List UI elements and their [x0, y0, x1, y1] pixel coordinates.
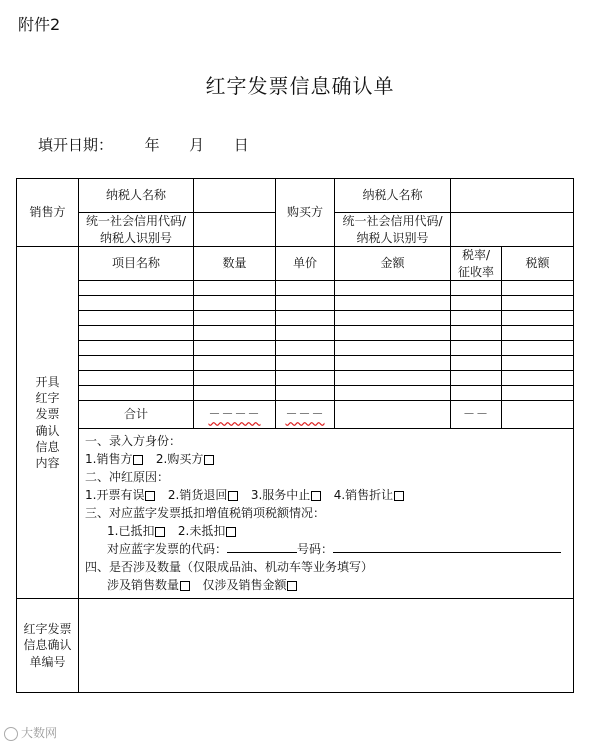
section4-heading: 四、是否涉及数量（仅限成品油、机动车等业务填写）: [85, 560, 374, 574]
col-amount: 金额: [335, 247, 451, 281]
col-item-name: 项目名称: [79, 247, 194, 281]
section3-heading: 三、对应蓝字发票抵扣增值税销项税额情况：: [85, 506, 326, 520]
checkbox-buyer[interactable]: [204, 455, 214, 465]
form-number-label: 红字发票 信息确认 单编号: [17, 599, 79, 693]
watermark-logo-icon: [4, 727, 18, 741]
date-label: 填开日期：: [38, 136, 114, 154]
seller-label: 销售方: [17, 179, 79, 247]
checkbox-sales-discount[interactable]: [394, 491, 404, 501]
buyer-taxpayer-name-label: 纳税人名称: [335, 179, 451, 213]
col-tax-rate: 税率/ 征收率: [451, 247, 502, 281]
watermark: 大数网: [4, 724, 57, 741]
col-tax-amount: 税额: [502, 247, 574, 281]
total-amount-field[interactable]: [335, 401, 451, 429]
blue-invoice-number-field[interactable]: [333, 540, 561, 553]
blue-invoice-code-field[interactable]: [227, 540, 297, 553]
section1-heading: 一、录入方身份：: [85, 434, 182, 448]
section4-options: 涉及销售数量 仅涉及销售金额: [85, 576, 567, 594]
invoice-content-label: 开具 红字 发票 确认 信息 内容: [17, 247, 79, 599]
checkbox-deducted[interactable]: [155, 527, 165, 537]
total-tax-field[interactable]: [502, 401, 574, 429]
attachment-label: 附件2: [18, 15, 61, 34]
item-row: [17, 386, 574, 401]
checkbox-not-deducted[interactable]: [226, 527, 236, 537]
fill-date: [38, 134, 249, 155]
buyer-credit-code-label: 统一社会信用代码/ 纳税人识别号: [335, 213, 451, 247]
seller-taxpayer-name-label: 纳税人名称: [79, 179, 194, 213]
item-row: [17, 296, 574, 311]
section2-options: 1.开票有误 2.销货退回 3.服务中止 4.销售折让: [85, 486, 567, 504]
section2-heading: 二、冲红原因：: [85, 470, 170, 484]
checkbox-seller[interactable]: [133, 455, 143, 465]
seller-taxpayer-name-field[interactable]: [194, 179, 276, 213]
seller-credit-code-label: 统一社会信用代码/ 纳税人识别号: [79, 213, 194, 247]
checkbox-invoice-error[interactable]: [145, 491, 155, 501]
confirmation-details: [79, 429, 574, 599]
item-row: [17, 326, 574, 341]
total-quantity-dash: －－－－: [194, 401, 276, 429]
checkbox-involves-quantity[interactable]: [180, 581, 190, 591]
buyer-credit-code-field[interactable]: [451, 213, 574, 247]
total-label: 合计: [79, 401, 194, 429]
section3-options: 1.已抵扣 2.未抵扣: [85, 522, 567, 540]
date-year: 年: [144, 136, 160, 154]
buyer-label: 购买方: [276, 179, 335, 247]
form-number-field[interactable]: [79, 599, 574, 693]
buyer-taxpayer-name-field[interactable]: [451, 179, 574, 213]
total-rate-dash: －－: [451, 401, 502, 429]
date-day: 日: [233, 136, 249, 154]
checkbox-service-suspended[interactable]: [311, 491, 321, 501]
confirmation-form-table: [16, 178, 574, 693]
checkbox-amount-only[interactable]: [287, 581, 297, 591]
item-row: [17, 341, 574, 356]
item-row: [17, 371, 574, 386]
page-title: 红字发票信息确认单: [205, 74, 395, 98]
col-quantity: 数量: [194, 247, 276, 281]
date-month: 月: [189, 136, 205, 154]
checkbox-goods-returned[interactable]: [228, 491, 238, 501]
col-unit-price: 单价: [276, 247, 335, 281]
item-row: [17, 356, 574, 371]
seller-credit-code-field[interactable]: [194, 213, 276, 247]
total-price-dash: －－－: [276, 401, 335, 429]
item-row: [17, 311, 574, 326]
blue-invoice-code-line: 对应蓝字发票的代码： 号码：: [85, 540, 567, 558]
total-row: [17, 401, 574, 429]
item-row: [17, 281, 574, 296]
section1-options: 1.销售方 2.购买方: [85, 450, 567, 468]
